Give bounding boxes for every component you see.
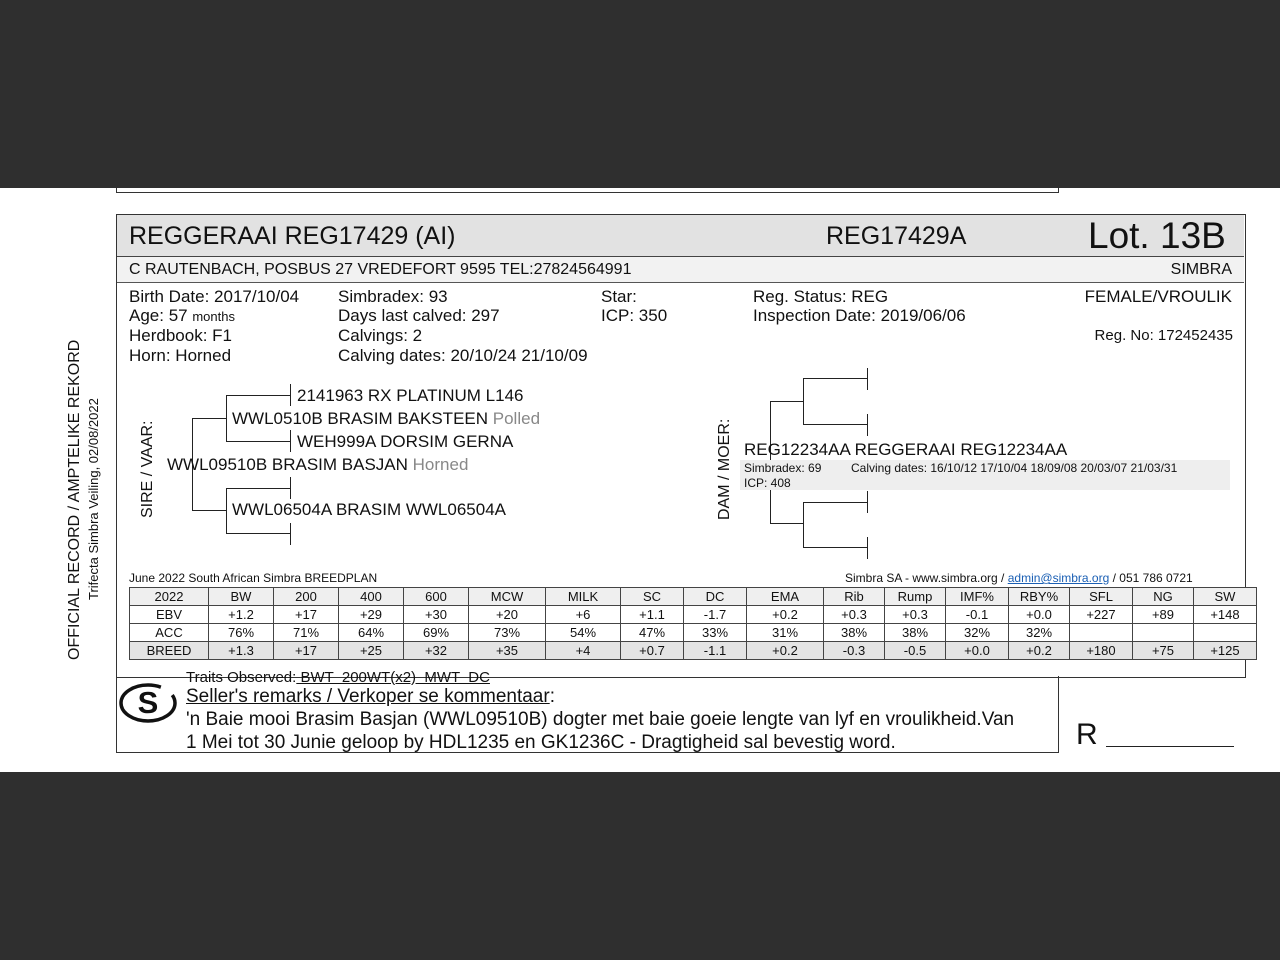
- dam-bracket-bottom: [770, 523, 803, 524]
- breedplan-row-acc: [130, 624, 1257, 642]
- breedplan-cell: +148: [1194, 606, 1257, 624]
- breedplan-row-label: EBV: [130, 606, 209, 624]
- remarks-heading-colon: :: [549, 686, 555, 707]
- dam-simbradex: Simbradex: 69: [744, 461, 822, 475]
- breedplan-cell: 47%: [621, 624, 684, 642]
- previous-lot-card-edge: [116, 188, 1059, 193]
- breedplan-cell: 54%: [546, 624, 621, 642]
- registration-code: REG17429A: [826, 222, 967, 250]
- breedplan-cell: 64%: [339, 624, 404, 642]
- dam-dam-bottom-tick: [867, 537, 868, 559]
- breedplan-cell: 32%: [946, 624, 1009, 642]
- sex: FEMALE/VROULIK: [1084, 287, 1232, 306]
- sire-bracket-bottom: [192, 510, 226, 511]
- sire-sire-bracket-bottom: [226, 441, 290, 442]
- breedplan-cell: +6: [546, 606, 621, 624]
- dam-dam-bracket-top: [803, 502, 867, 503]
- age-unit: months: [192, 309, 235, 324]
- breedplan-header-cell: EMA: [747, 588, 824, 606]
- simbra-logo-icon: [118, 680, 178, 724]
- breedplan-header-cell: MCW: [469, 588, 546, 606]
- sire-dam-bracket-top: [226, 488, 290, 489]
- breedplan-cell: +0.3: [885, 606, 946, 624]
- breedplan-row-breed: [130, 642, 1257, 660]
- dam-sire-bracket-top: [803, 378, 867, 379]
- breedplan-cell: +0.3: [824, 606, 885, 624]
- breedplan-cell: +75: [1133, 642, 1194, 660]
- sire-sire: [232, 409, 540, 429]
- dam-dam-bracket: [803, 502, 804, 548]
- breedplan-cell: -0.3: [824, 642, 885, 660]
- sire-dam-top-tick: [290, 477, 291, 499]
- email-link[interactable]: admin@simbra.org: [1007, 571, 1110, 585]
- breedplan-row-label: BREED: [130, 642, 209, 660]
- breedplan-cell: +1.3: [209, 642, 274, 660]
- sire-sire-dam-tick: [290, 430, 291, 452]
- breedplan-cell: +4: [546, 642, 621, 660]
- sire-sire-bracket-top: [226, 395, 290, 396]
- inspection-date: Inspection Date: 2019/06/06: [753, 306, 966, 325]
- breedplan-cell: +0.7: [621, 642, 684, 660]
- breedplan-cell: +17: [274, 606, 339, 624]
- breedplan-header-cell: DC: [684, 588, 747, 606]
- breedplan-cell: +29: [339, 606, 404, 624]
- breedplan-cell: +32: [404, 642, 469, 660]
- registration-status: Reg. Status: REG: [753, 287, 889, 306]
- breedplan-cell: +125: [1194, 642, 1257, 660]
- breedplan-cell: 69%: [404, 624, 469, 642]
- breedplan-cell: 73%: [469, 624, 546, 642]
- price-blank-line[interactable]: [1106, 746, 1234, 747]
- dam-sire-bottom-tick: [867, 414, 868, 436]
- sire-sire-name: WWL0510B BRASIM BAKSTEEN: [232, 409, 489, 428]
- sire: [167, 455, 468, 475]
- breedplan-row-ebv: [130, 606, 1257, 624]
- dam-sire-top-tick: [867, 368, 868, 390]
- owner-address: C RAUTENBACH, POSBUS 27 VREDEFORT 9595 TEL:27824564991: [129, 261, 632, 278]
- icp: ICP: 350: [601, 306, 668, 325]
- dam-icp: ICP: 408: [744, 476, 791, 490]
- lot-number: Lot. 13B: [1088, 215, 1226, 256]
- sire-dam-bracket-bottom: [226, 533, 290, 534]
- dam-calving-dates: Calving dates: 16/10/12 17/10/04 18/09/08 20/03/07 21/03/31: [851, 461, 1178, 475]
- breedplan-contact: [845, 571, 1193, 585]
- age: [129, 306, 235, 326]
- breedplan-table: [129, 587, 1257, 660]
- breedplan-cell: +180: [1070, 642, 1133, 660]
- breedplan-cell: +1.2: [209, 606, 274, 624]
- sire-sire-bracket: [226, 395, 227, 441]
- breedplan-header-cell: SFL: [1070, 588, 1133, 606]
- breedplan-cell: 32%: [1009, 624, 1070, 642]
- breedplan-cell: 33%: [684, 624, 747, 642]
- catalogue-page: [0, 188, 1280, 772]
- breedplan-cell: +0.2: [747, 606, 824, 624]
- breedplan-header-cell: 400: [339, 588, 404, 606]
- breedplan-caption: June 2022 South African Simbra BREEDPLAN: [129, 571, 378, 585]
- herdbook: Herdbook: F1: [129, 326, 232, 345]
- dam-label: DAM / MOER:: [716, 418, 733, 520]
- dam-dam-bracket-bottom: [803, 547, 867, 548]
- breedplan-cell: +20: [469, 606, 546, 624]
- sire-bracket-top: [192, 418, 226, 419]
- breedplan-header-cell: Rib: [824, 588, 885, 606]
- breedplan-cell: [1070, 624, 1133, 642]
- age-value: Age: 57: [129, 306, 188, 325]
- sire-sire-sire-tick: [290, 384, 291, 406]
- sire-dam-bottom-tick: [290, 523, 291, 545]
- breedplan-header-cell: IMF%: [946, 588, 1009, 606]
- breedplan-row-label: ACC: [130, 624, 209, 642]
- breedplan-cell: 38%: [885, 624, 946, 642]
- breedplan-cell: -0.1: [946, 606, 1009, 624]
- calvings: Calvings: 2: [338, 326, 423, 345]
- breedplan-cell: +0.2: [747, 642, 824, 660]
- breedplan-header-cell: SC: [621, 588, 684, 606]
- traits-list: BWT 200WT(x2) MWT DC: [296, 669, 490, 686]
- breedplan-cell: +35: [469, 642, 546, 660]
- breedplan-header-cell: SW: [1194, 588, 1257, 606]
- breedplan-cell: -1.1: [684, 642, 747, 660]
- breedplan-cell: +17: [274, 642, 339, 660]
- star: Star:: [601, 287, 637, 306]
- breedplan-header-cell: Rump: [885, 588, 946, 606]
- breedplan-cell: +0.2: [1009, 642, 1070, 660]
- birth-date: Birth Date: 2017/10/04: [129, 287, 300, 306]
- breedplan-header-cell: NG: [1133, 588, 1194, 606]
- breedplan-header-cell: 2022: [130, 588, 209, 606]
- animal-name: REGGERAAI REG17429 (AI): [129, 222, 456, 250]
- breedplan-header-cell: 200: [274, 588, 339, 606]
- sire-dam: WWL06504A BRASIM WWL06504A: [232, 500, 507, 519]
- breedplan-cell: +89: [1133, 606, 1194, 624]
- dam-bracket-top: [770, 401, 803, 402]
- traits-observed: [186, 669, 490, 686]
- days-last-calved: Days last calved: 297: [338, 306, 500, 325]
- contact-phone: / 051 786 0721: [1112, 571, 1193, 585]
- remarks-line-1: 'n Baie mooi Brasim Basjan (WWL09510B) dogter met baie goeie lengte van lyf en vroulikheid.Van: [186, 709, 1015, 730]
- breedplan-cell: 76%: [209, 624, 274, 642]
- breedplan-header-row: [130, 588, 1257, 606]
- sire-name: WWL09510B BRASIM BASJAN: [167, 455, 408, 474]
- breedplan-cell: +227: [1070, 606, 1133, 624]
- sire-horn: Horned: [412, 455, 469, 474]
- simbradex: Simbradex: 93: [338, 287, 448, 306]
- contact-website: Simbra SA - www.simbra.org /: [845, 571, 1005, 585]
- sire-sire-sire: 2141963 RX PLATINUM L146: [297, 386, 524, 405]
- dam-name: REG12234AA REGGERAAI REG12234AA: [744, 440, 1068, 459]
- sire-dam-bracket: [226, 488, 227, 534]
- breedplan-cell: +30: [404, 606, 469, 624]
- sale-name-date: Trifecta Simbra Veiling, 02/08/2022: [86, 398, 101, 600]
- price-label: R: [1076, 718, 1098, 751]
- official-record-label: OFFICIAL RECORD / AMPTELIKE REKORD: [66, 339, 83, 660]
- sire-sire-dam: WEH999A DORSIM GERNA: [297, 432, 514, 451]
- breedplan-cell: +0.0: [946, 642, 1009, 660]
- remarks-line-2: 1 Mei tot 30 Junie geloop by HDL1235 en GK1236C - Dragtigheid sal bevestig word.: [186, 732, 896, 753]
- breedplan-cell: -1.7: [684, 606, 747, 624]
- breedplan-header-cell: RBY%: [1009, 588, 1070, 606]
- breedplan-cell: +0.0: [1009, 606, 1070, 624]
- breedplan-cell: -0.5: [885, 642, 946, 660]
- breedplan-cell: +25: [339, 642, 404, 660]
- breedplan-cell: 38%: [824, 624, 885, 642]
- remarks-heading-text: Seller's remarks / Verkoper se kommentaar: [186, 686, 550, 707]
- breedplan-cell: +1.1: [621, 606, 684, 624]
- breedplan-cell: 71%: [274, 624, 339, 642]
- sire-label: SIRE / VAAR:: [139, 420, 156, 518]
- breedplan-cell: [1194, 624, 1257, 642]
- calving-dates: Calving dates: 20/10/24 21/10/09: [338, 346, 588, 365]
- dam-sire-bracket-bottom: [803, 424, 867, 425]
- breedplan-cell: 31%: [747, 624, 824, 642]
- registration-number: Reg. No: 172452435: [1094, 327, 1233, 344]
- breed-label: SIMBRA: [1170, 261, 1232, 278]
- dam-sire-bracket: [803, 378, 804, 424]
- logo-letter: S: [137, 685, 159, 720]
- breedplan-header-cell: 600: [404, 588, 469, 606]
- breedplan-cell: [1133, 624, 1194, 642]
- breedplan-header-cell: BW: [209, 588, 274, 606]
- remarks-heading: [186, 686, 555, 708]
- sire-sire-horn: Polled: [492, 409, 541, 428]
- breedplan-header-cell: MILK: [546, 588, 621, 606]
- dam-dam-top-tick: [867, 491, 868, 513]
- horn-status: Horn: Horned: [129, 346, 232, 365]
- traits-label: Traits Observed:: [186, 669, 297, 686]
